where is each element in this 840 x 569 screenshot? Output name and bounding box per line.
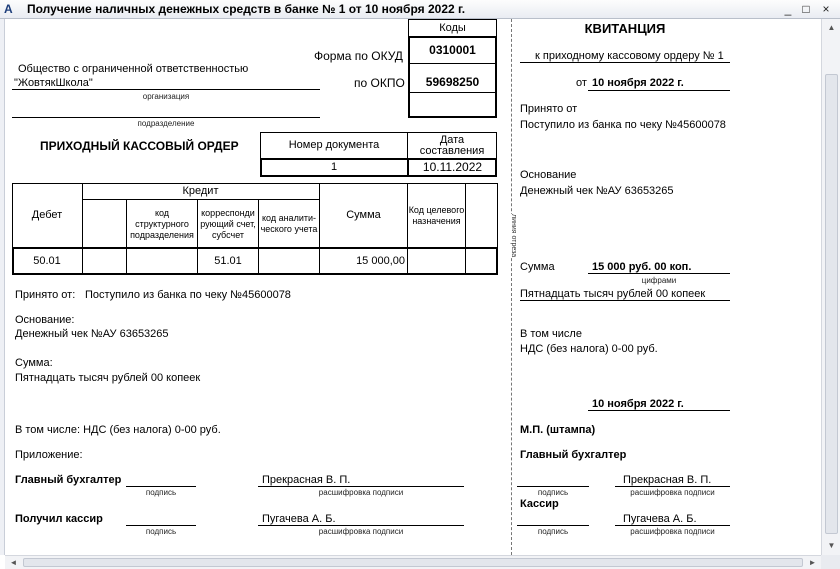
organization-line2: "ЖовтякШкола" bbox=[14, 77, 93, 89]
app-icon: A bbox=[4, 2, 13, 16]
receipt-chief-sign-caption: подпись bbox=[537, 488, 569, 497]
doc-date-header: Дата составления bbox=[419, 133, 485, 157]
receipt-cashier-sign-line bbox=[517, 525, 589, 526]
receipt-basis-label: Основание bbox=[520, 169, 577, 181]
receipt-date: 10 ноября 2022 г. bbox=[592, 77, 684, 89]
receipt-date-line bbox=[588, 90, 730, 91]
cashier-sign-line bbox=[126, 525, 196, 526]
doc-date-value: 10.11.2022 bbox=[422, 160, 483, 174]
scroll-down-icon[interactable]: ▼ bbox=[827, 541, 836, 550]
vertical-scroll-thumb[interactable] bbox=[825, 74, 838, 534]
cashier-name: Пугачева А. Б. bbox=[262, 513, 336, 525]
receipt-sum-label: Сумма bbox=[520, 261, 555, 273]
receipt-from-label: от bbox=[576, 77, 587, 89]
receipt-stamp: М.П. (штампа) bbox=[520, 424, 596, 436]
okpo-label: по ОКПО bbox=[354, 76, 405, 90]
codes-divider-2 bbox=[408, 92, 497, 93]
close-button[interactable]: × bbox=[822, 2, 830, 16]
receipt-sum-line bbox=[588, 273, 730, 274]
scroll-up-icon[interactable]: ▲ bbox=[827, 23, 836, 32]
basis-value: Денежный чек №АУ 63653265 bbox=[15, 328, 169, 340]
cashier-decode-caption: расшифровка подписи bbox=[318, 527, 404, 536]
row-debit: 50.01 bbox=[33, 254, 61, 267]
cashier-sign-caption: подпись bbox=[145, 527, 177, 536]
col-debit: Дебет bbox=[31, 209, 63, 221]
cut-line bbox=[511, 19, 512, 555]
receipt-chief-sign-line bbox=[517, 486, 589, 487]
row-sum: 15 000,00 bbox=[356, 254, 405, 267]
receipt-received-value: Поступило из банка по чеку №45600078 bbox=[520, 119, 726, 131]
receipt-sum-words-line bbox=[520, 300, 730, 301]
vertical-scrollbar[interactable] bbox=[821, 19, 840, 555]
receipt-cashier-name: Пугачева А. Б. bbox=[623, 513, 697, 525]
sum-label: Сумма: bbox=[15, 357, 53, 369]
receipt-sum-value: 15 000 руб. 00 коп. bbox=[592, 261, 692, 273]
col-struct-code: код структурного подразделения bbox=[130, 207, 194, 240]
including-text: В том числе: НДС (без налога) 0-00 руб. bbox=[15, 424, 221, 436]
horizontal-scroll-thumb[interactable] bbox=[23, 558, 803, 567]
col-credit: Кредит bbox=[182, 184, 219, 197]
basis-label: Основание: bbox=[15, 314, 75, 326]
receipt-cashier-label: Кассир bbox=[520, 498, 559, 510]
chief-name: Прекрасная В. П. bbox=[262, 474, 351, 486]
doc-number-value: 1 bbox=[330, 161, 338, 173]
col-corr-account: корреспонди рующий счет, субсчет bbox=[200, 207, 256, 240]
receipt-title: КВИТАНЦИЯ bbox=[584, 21, 666, 36]
receipt-basis-value: Денежный чек №АУ 63653265 bbox=[520, 185, 674, 197]
scroll-corner bbox=[821, 555, 840, 569]
codes-header: Коды bbox=[439, 22, 466, 34]
col-analytic-code: код аналити- ческого учета bbox=[260, 213, 318, 234]
chief-decode-caption: расшифровка подписи bbox=[318, 488, 404, 497]
okud-label: Форма по ОКУД bbox=[314, 49, 403, 63]
receipt-cashier-decode-caption: расшифровка подписи bbox=[630, 527, 715, 536]
receipt-digits-caption: цифрами bbox=[641, 276, 677, 285]
receipt-cashier-sign-caption: подпись bbox=[537, 527, 569, 536]
received-from-value: Поступило из банка по чеку №45600078 bbox=[85, 289, 291, 301]
receipt-bottom-date: 10 ноября 2022 г. bbox=[592, 398, 684, 410]
chief-sign-line bbox=[126, 486, 196, 487]
window-titlebar bbox=[0, 0, 840, 19]
receipt-chief-decode-caption: расшифровка подписи bbox=[630, 488, 715, 497]
receipt-to-order: к приходному кассовому ордеру № 1 bbox=[535, 50, 724, 62]
left-border bbox=[0, 19, 5, 555]
receipt-to-order-line bbox=[520, 62, 730, 63]
receipt-chief-name: Прекрасная В. П. bbox=[623, 474, 712, 486]
chief-accountant-label: Главный бухгалтер bbox=[15, 474, 122, 486]
row-corr-account: 51.01 bbox=[214, 254, 242, 267]
order-title: ПРИХОДНЫЙ КАССОВЫЙ ОРДЕР bbox=[40, 139, 239, 153]
maximize-button[interactable]: □ bbox=[802, 2, 810, 16]
received-from-label: Принято от: bbox=[15, 289, 76, 301]
okud-value: 0310001 bbox=[429, 43, 476, 57]
col-target-code: Код целевого назначения bbox=[408, 204, 465, 226]
okpo-value: 59698250 bbox=[425, 75, 480, 89]
scroll-left-icon[interactable]: ◄ bbox=[9, 558, 18, 567]
receipt-cashier-decode-line bbox=[615, 525, 730, 526]
organization-line1: Общество с ограниченной ответственностью bbox=[18, 63, 249, 75]
codes-divider bbox=[408, 63, 497, 64]
organization-underline bbox=[12, 89, 320, 90]
receipt-received-label: Принято от bbox=[520, 103, 578, 115]
receipt-including-label: В том числе bbox=[520, 328, 582, 340]
subdivision-caption: подразделение bbox=[137, 119, 195, 128]
receipt-sum-words: Пятнадцать тысяч рублей 00 копеек bbox=[520, 288, 706, 300]
chief-sign-caption: подпись bbox=[145, 488, 177, 497]
sum-value: Пятнадцать тысяч рублей 00 копеек bbox=[15, 372, 201, 384]
horizontal-scrollbar[interactable] bbox=[5, 555, 821, 569]
cut-line-label: линия отреза bbox=[505, 214, 517, 257]
received-cashier-label: Получил кассир bbox=[15, 513, 103, 525]
appendix-label: Приложение: bbox=[15, 449, 83, 461]
receipt-bottom-date-line bbox=[588, 410, 730, 411]
subdivision-underline bbox=[12, 117, 320, 118]
window-title: Получение наличных денежных средств в банке № 1 от 10 ноября 2022 г. bbox=[27, 2, 466, 16]
chief-decode-line bbox=[258, 486, 464, 487]
receipt-chief-decode-line bbox=[615, 486, 730, 487]
receipt-including-value: НДС (без налога) 0-00 руб. bbox=[520, 343, 658, 355]
organization-caption: организация bbox=[142, 92, 190, 101]
receipt-chief-label: Главный бухгалтер bbox=[520, 449, 627, 461]
scroll-right-icon[interactable]: ► bbox=[808, 558, 817, 567]
cashier-decode-line bbox=[258, 525, 464, 526]
col-sum: Сумма bbox=[346, 209, 381, 221]
doc-number-header: Номер документа bbox=[288, 139, 380, 151]
minimize-button[interactable]: _ bbox=[784, 2, 792, 16]
